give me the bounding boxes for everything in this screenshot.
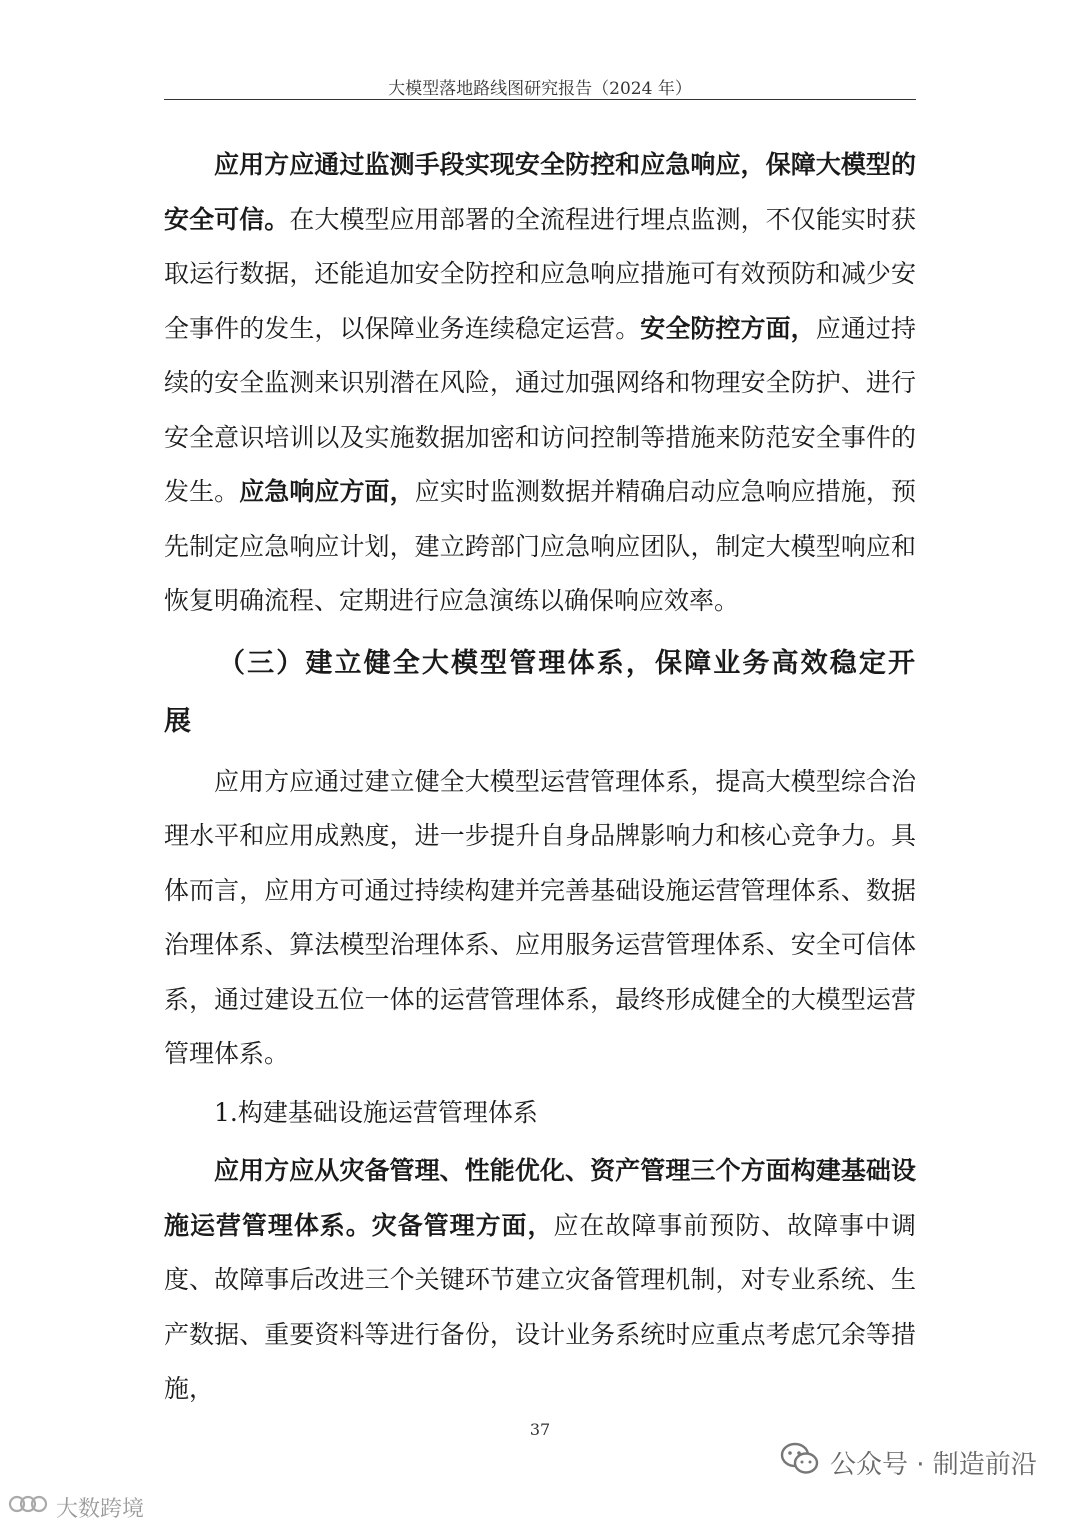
inline-bold-disaster-recovery: 灾备管理方面， bbox=[371, 1210, 554, 1240]
running-header: 大模型落地路线图研究报告（2024 年） bbox=[388, 79, 692, 99]
paragraph-text: 在大模型应用部署的全流程进行埋点监测，不仅能实时获取运行数据，还能追加安全防控和应急响应措施可有效预防和减少安全事件的发生，以保障业务连续稳定运营。 bbox=[164, 204, 916, 343]
paragraph-management-system: 应用方应通过建立健全大模型运营管理体系，提高大模型综合治理水平和应用成熟度，进一步提升自身品牌影响力和核心竞争力。具体而言，应用方可通过持续构建并完善基础设施运营管理体系、数据治理体系、算法模型治理体系、应用服务运营管理体系、安全可信体系，通过建设五位一体的运营管理体系，最终形成健全的大模型运营管理体系。 bbox=[164, 766, 916, 1068]
paragraph-text: 应在故障事前预防、故障事中调度、故障事后改进三个关键环节建立灾备管理机制，对专业系统、生产数据、重要资料等进行备份，设计业务系统时应重点考虑冗余等措施， bbox=[164, 1210, 916, 1403]
paragraph-monitoring bbox=[164, 138, 916, 629]
brand-logo-icon bbox=[8, 1491, 50, 1523]
wechat-icon bbox=[780, 1442, 820, 1483]
watermark-account bbox=[780, 1442, 1037, 1482]
paragraph-lead: 应用方应从灾备管理、性能优化、资产管理三个方面构建基础设施运营管理体系。 bbox=[164, 1156, 916, 1240]
watermark-brand-text: 大数跨境 bbox=[56, 1496, 145, 1522]
watermark-brand bbox=[8, 1492, 144, 1522]
watermark-account-text: 公众号 · 制造前沿 bbox=[830, 1449, 1037, 1480]
inline-bold-emergency: 应急响应方面， bbox=[239, 477, 415, 506]
section-heading: （三）建立健全大模型管理体系，保障业务高效稳定开展 bbox=[164, 647, 916, 737]
paragraph-text: 应实时监测数据并精确启动应急响应措施，预先制定应急响应计划，建立跨部门应急响应团队，制定大模型响应和恢复明确流程、定期进行应急演练以确保响应效率。 bbox=[164, 477, 916, 615]
inline-bold-security: 安全防控方面， bbox=[640, 313, 816, 343]
paragraph-infrastructure bbox=[164, 1144, 916, 1417]
page-number: 37 bbox=[529, 1420, 551, 1439]
subsection-heading: 1.构建基础设施运营管理体系 bbox=[214, 1097, 538, 1127]
paragraph-lead: 应用方应通过监测手段实现安全防控和应急响应，保障大模型的安全可信。 bbox=[164, 150, 916, 234]
header-divider bbox=[164, 99, 916, 100]
page-body bbox=[164, 138, 916, 1417]
paragraph-text: 应通过持续的安全监测来识别潜在风险，通过加强网络和物理安全防护、进行安全意识培训以及实施数据加密和访问控制等措施来防范安全事件的发生。 bbox=[164, 313, 916, 506]
